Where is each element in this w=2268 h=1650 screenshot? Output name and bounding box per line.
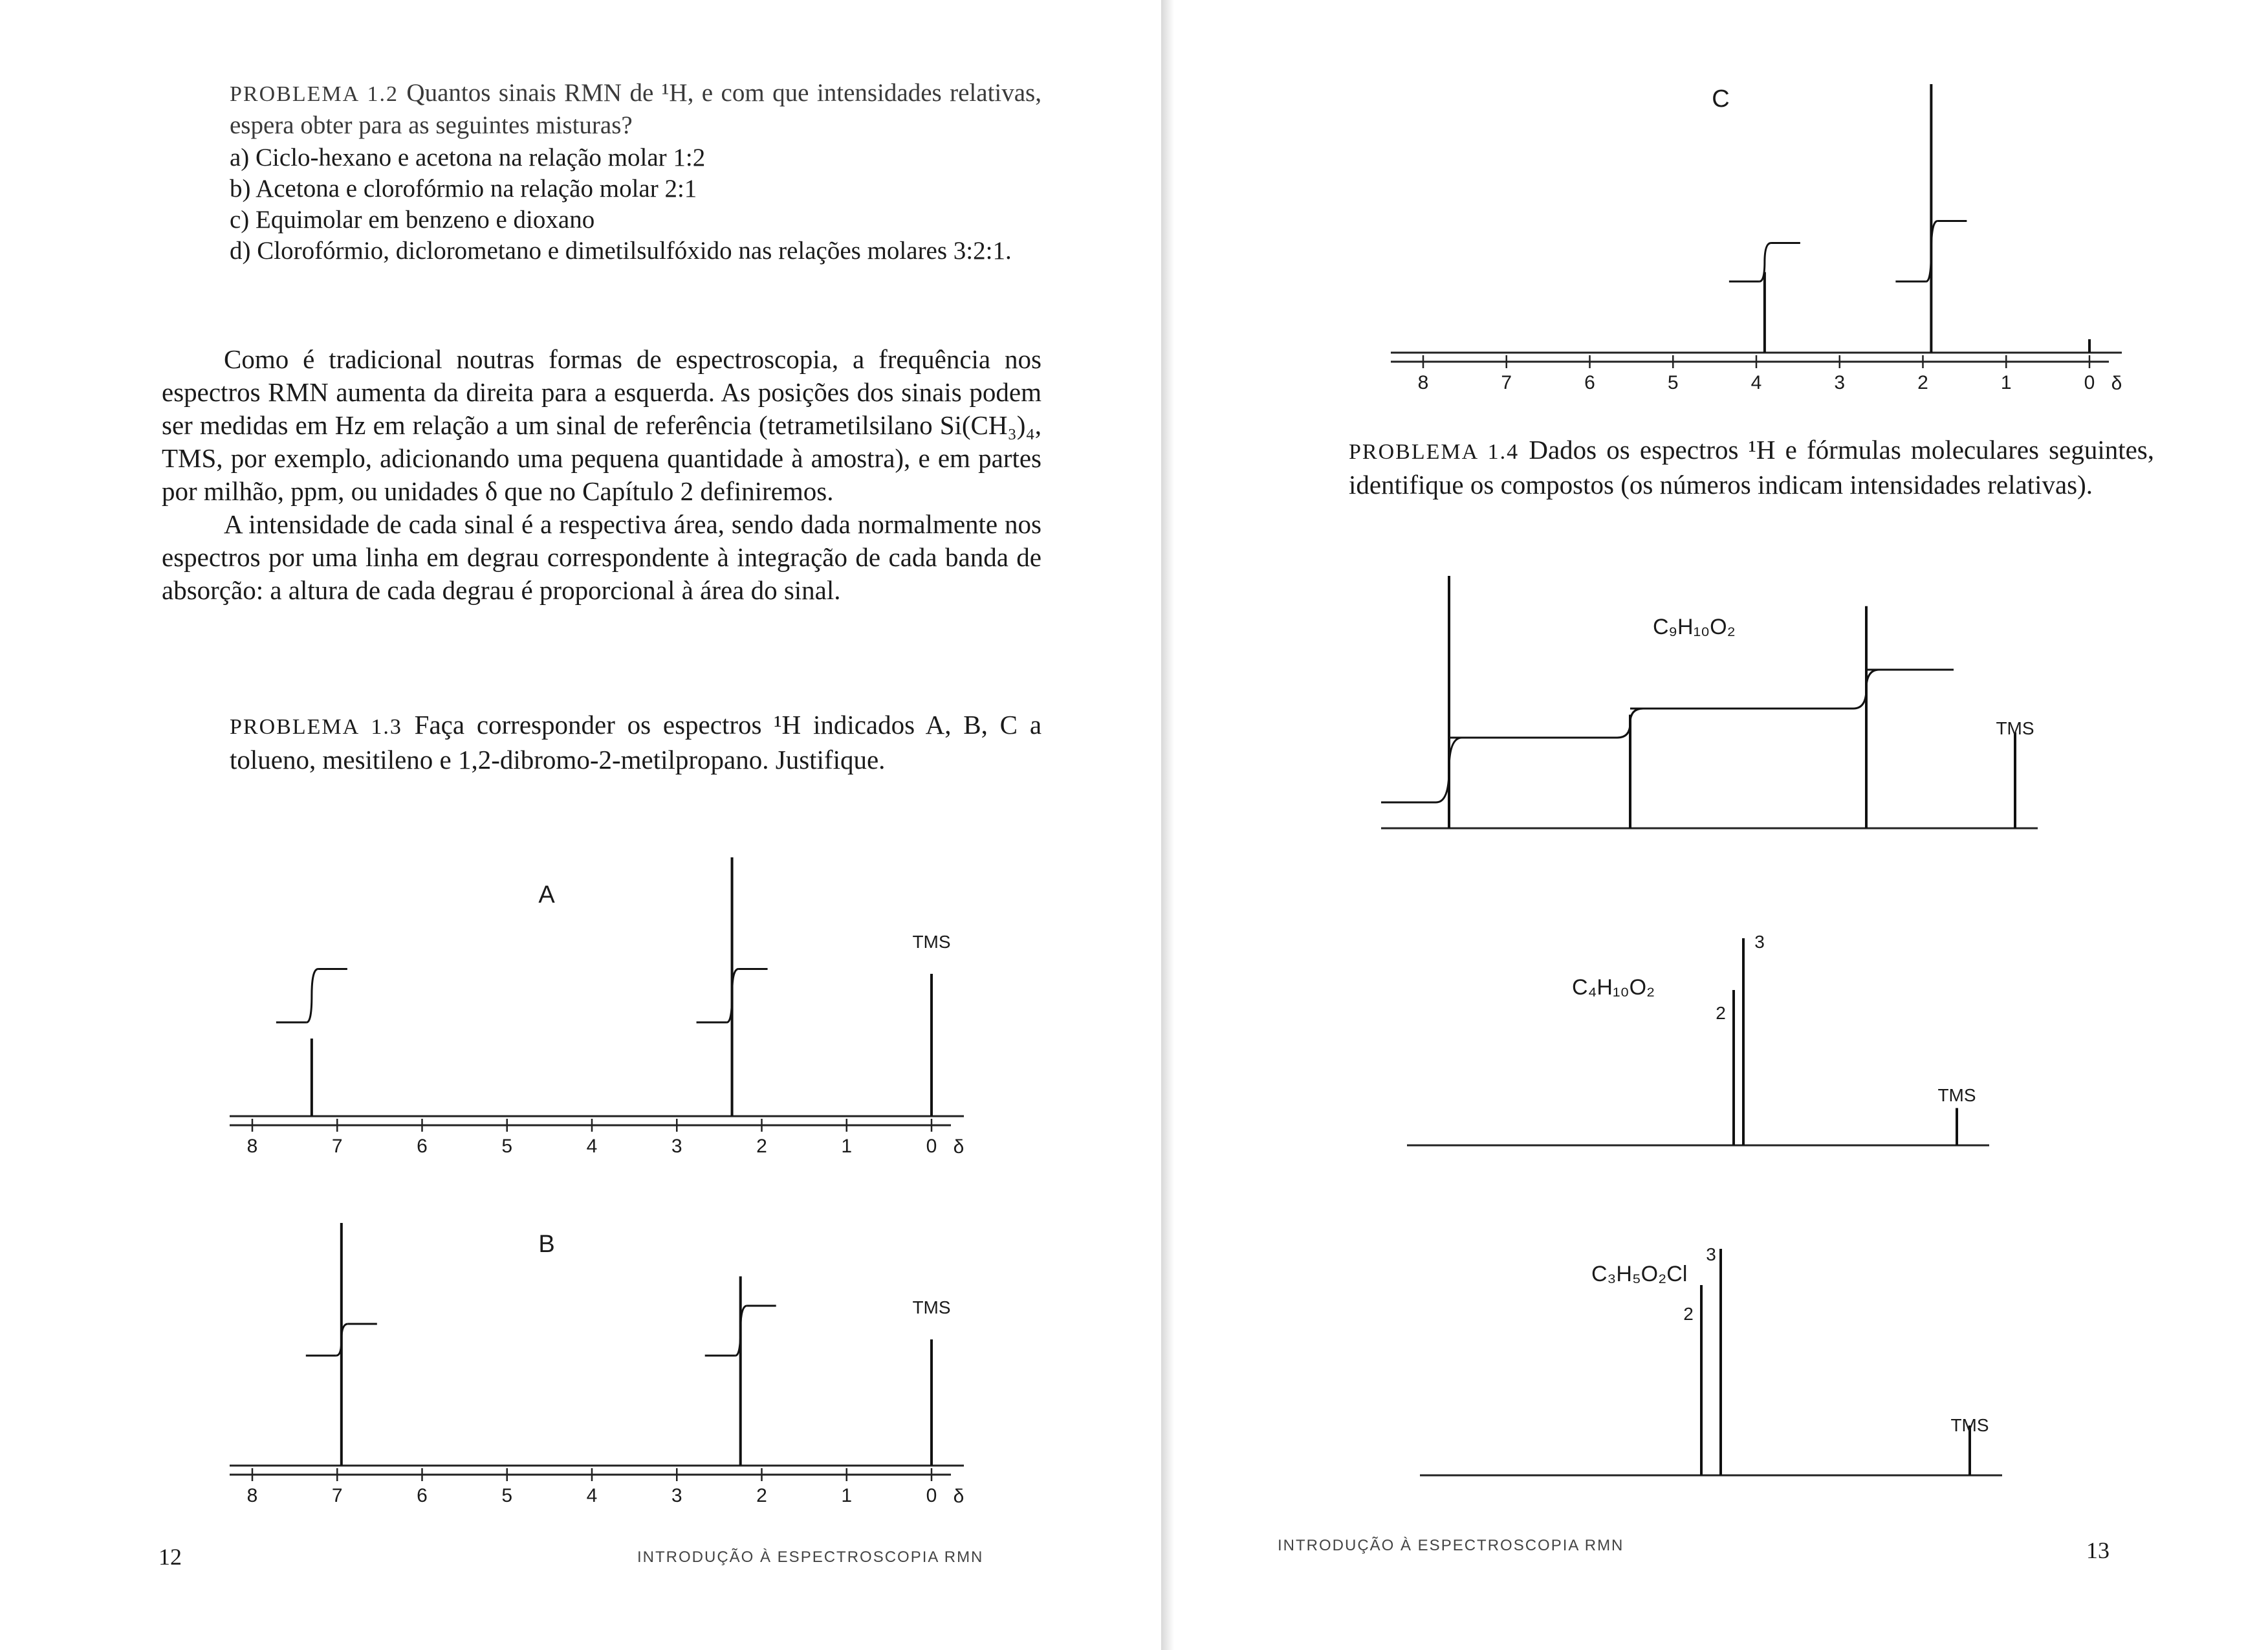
spectrum-title: C₉H₁₀O₂ xyxy=(1653,615,1736,639)
paragraph: A intensidade de cada sinal é a respectiva área, sendo dada normalmente nos espectros por uma linha em degrau correspondente à integração de cada banda de absorção: a altura de cada degrau é proporcional à área do sinal. xyxy=(162,509,1041,605)
page-number: 13 xyxy=(2086,1537,2110,1563)
tms-label: TMS xyxy=(912,932,951,952)
x-tick-label: 8 xyxy=(1417,372,1429,393)
peak-intensity-label: 3 xyxy=(1706,1244,1716,1264)
x-tick-label: 7 xyxy=(331,1485,343,1506)
x-axis-label: δ xyxy=(2111,373,2122,394)
x-tick-label: 6 xyxy=(1584,372,1595,393)
x-tick-label: 2 xyxy=(756,1485,767,1506)
x-tick-label: 7 xyxy=(1501,372,1512,393)
x-tick-label: 2 xyxy=(1917,372,1928,393)
x-tick-label: 3 xyxy=(671,1136,682,1157)
running-footer: INTRODUÇÃO À ESPECTROSCOPIA RMN xyxy=(1278,1537,1624,1554)
integral-step xyxy=(1630,670,1879,709)
x-tick-label: 6 xyxy=(417,1485,428,1506)
x-tick-label: 6 xyxy=(417,1136,428,1157)
x-tick-label: 3 xyxy=(1834,372,1846,393)
x-tick-label: 1 xyxy=(841,1136,853,1157)
list-item: b) Acetona e clorofórmio na relação molar 2:1 xyxy=(230,175,697,203)
problem-1-2-text: Quantos sinais RMN de ¹H, e com que intensidades relativas, espera obter para as seguintes misturas? xyxy=(230,79,1041,139)
x-tick-label: 0 xyxy=(2084,372,2095,393)
peak-intensity-label: 3 xyxy=(1754,932,1765,952)
x-tick-label: 1 xyxy=(2000,372,2012,393)
peak-intensity-label: 2 xyxy=(1683,1304,1694,1324)
x-tick-label: 5 xyxy=(501,1136,513,1157)
x-tick-label: 4 xyxy=(586,1485,598,1506)
x-tick-label: 3 xyxy=(671,1485,682,1506)
x-tick-label: 2 xyxy=(756,1136,767,1157)
x-tick-label: 4 xyxy=(586,1136,598,1157)
x-axis-label: δ xyxy=(953,1486,965,1507)
problem-1-3-text: Faça corresponder os espectros ¹H indicados A, B, C a tolueno, mesitileno e 1,2-dibromo-2-metilpropano. Justifique. xyxy=(230,710,1042,775)
problem-1-4-label: PROBLEMA 1.4 xyxy=(1349,440,1520,464)
spectrum-title: C₃H₅O₂Cl xyxy=(1591,1262,1688,1286)
paragraph: Como é tradicional noutras formas de espectroscopia, a frequência nos espectros RMN aumenta da direita para a esquerda. As posições dos sinais podem ser medidas em Hz em relação a um sinal de referência (tetrametilsilano Si(CH₃)₄, TMS, por exemplo, adicionando uma pequena quantidade à amostra), e em partes por milhão, ppm, ou unidades δ que no Capítulo 2 definiremos. xyxy=(162,344,1041,506)
tms-label: TMS xyxy=(1937,1085,1976,1105)
integral-step xyxy=(1449,709,1643,738)
x-tick-label: 5 xyxy=(1667,372,1679,393)
spectrum-title: A xyxy=(538,881,555,908)
x-axis-label: δ xyxy=(953,1136,965,1158)
problem-1-2-label: PROBLEMA 1.2 xyxy=(230,82,398,106)
problem-1-4-text: Dados os espectros ¹H e fórmulas moleculares seguintes, identifique os compostos (os números indicam intensidades relativas). xyxy=(1349,435,2155,500)
page-number: 12 xyxy=(158,1544,182,1570)
tms-label: TMS xyxy=(1950,1415,1989,1435)
x-tick-label: 8 xyxy=(246,1136,258,1157)
tms-label: TMS xyxy=(1996,718,2034,738)
x-tick-label: 1 xyxy=(841,1485,853,1506)
peak-intensity-label: 2 xyxy=(1716,1003,1726,1023)
integral-step xyxy=(307,969,318,1023)
running-footer: INTRODUÇÃO À ESPECTROSCOPIA RMN xyxy=(637,1548,984,1566)
list-item: c) Equimolar em benzeno e dioxano xyxy=(230,206,595,234)
x-tick-label: 4 xyxy=(1750,372,1762,393)
x-tick-label: 7 xyxy=(331,1136,343,1157)
spectrum-title: C xyxy=(1712,85,1730,113)
spectrum-title: B xyxy=(538,1231,555,1258)
list-item: d) Clorofórmio, diclorometano e dimetilsulfóxido nas relações molares 3:2:1. xyxy=(230,237,1012,265)
list-item: a) Ciclo-hexano e acetona na relação molar 1:2 xyxy=(230,144,706,171)
x-tick-label: 5 xyxy=(501,1485,513,1506)
x-tick-label: 0 xyxy=(926,1136,937,1157)
spectrum-title: C₄H₁₀O₂ xyxy=(1572,975,1655,1000)
problem-1-3-label: PROBLEMA 1.3 xyxy=(230,715,402,739)
tms-label: TMS xyxy=(912,1297,951,1317)
x-tick-label: 8 xyxy=(246,1485,258,1506)
x-tick-label: 0 xyxy=(926,1485,937,1506)
